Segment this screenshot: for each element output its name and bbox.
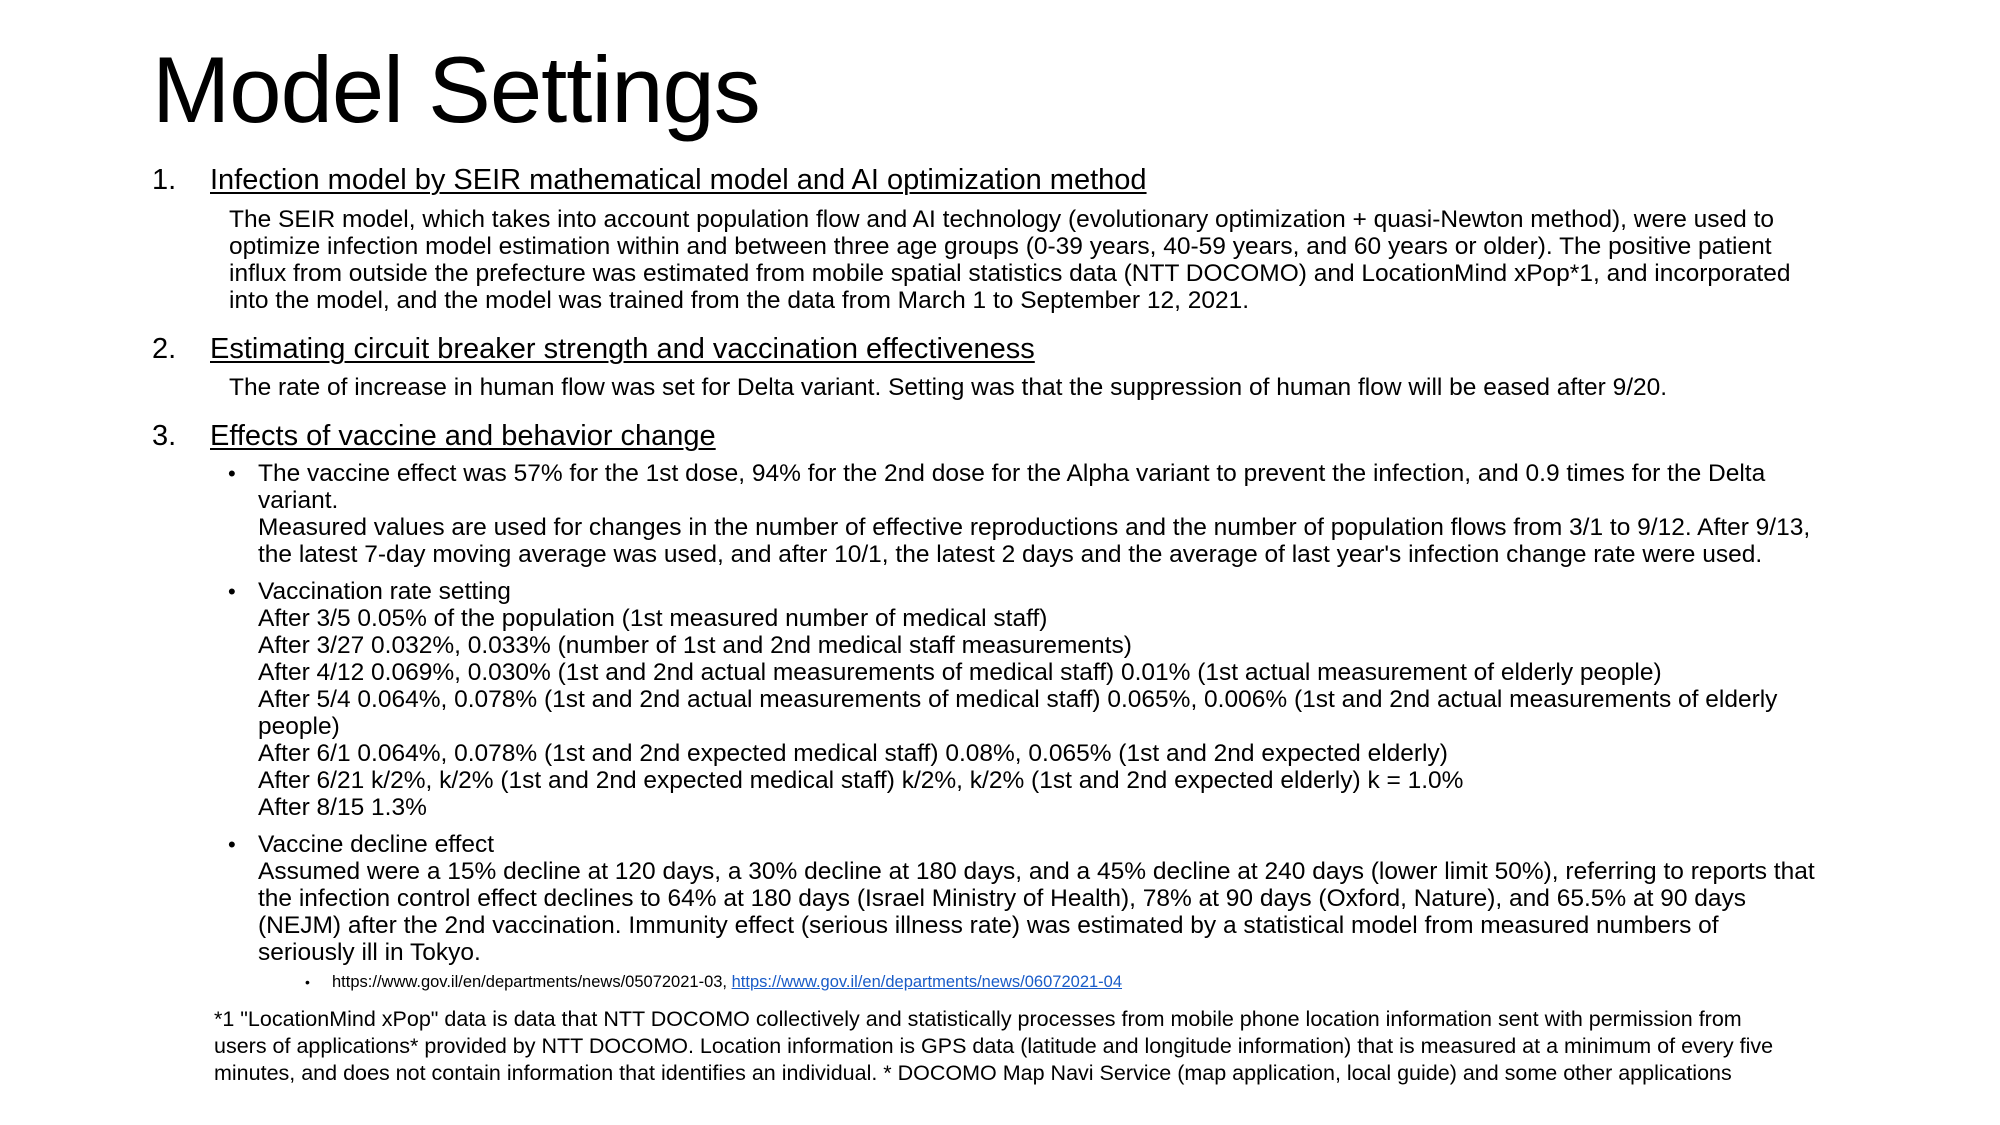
section-number: 2. bbox=[152, 333, 177, 365]
bullet-line: the latest 7-day moving average was used, and after 10/1, the latest 2 days and the average of last year's infection change rate were used. bbox=[258, 541, 1763, 568]
bullet-line: The vaccine effect was 57% for the 1st dose, 94% for the 2nd dose for the Alpha variant to prevent the infection, and 0.9 times for the Delta bbox=[258, 460, 1766, 487]
section-heading bbox=[152, 418, 1872, 454]
body-line: influx from outside the prefecture was estimated from mobile spatial statistics data (NTT DOCOMO) and LocationMind xPop*1, and incorporated bbox=[229, 260, 1791, 287]
bullet-dot-icon: • bbox=[305, 974, 310, 990]
bullet-line: After 8/15 1.3% bbox=[258, 794, 427, 821]
footnote-line: minutes, and does not contain information that identifies an individual. * DOCOMO Map Navi Service (map application, local guide) and some other applications bbox=[214, 1061, 1732, 1085]
body-line: into the model, and the model was trained from the data from March 1 to September 12, 2021. bbox=[229, 287, 1250, 314]
section-heading bbox=[152, 162, 1872, 198]
body-line: The SEIR model, which takes into account population flow and AI technology (evolutionary optimization + quasi-Newton method), were used to bbox=[229, 206, 1775, 233]
bullet-line: the infection control effect declines to 64% at 180 days (Israel Ministry of Health), 78% at 90 days (Oxford, Nature), and 65.5% at 90 days bbox=[258, 885, 1747, 912]
bullet-line: After 5/4 0.064%, 0.078% (1st and 2nd actual measurements of medical staff) 0.065%, 0.006% (1st and 2nd actual measurements of elderly bbox=[258, 686, 1778, 713]
bullet-dot-icon: • bbox=[228, 461, 236, 486]
bullet-line: Vaccine decline effect bbox=[258, 831, 495, 858]
bullet-line: Measured values are used for changes in the number of effective reproductions and the number of population flows from 3/1 to 9/12. After 9/13, bbox=[258, 514, 1811, 541]
section-heading bbox=[152, 331, 1872, 367]
bullet-vaccine-effect bbox=[152, 460, 1872, 568]
body-line: optimize infection model estimation within and between three age groups (0-39 years, 40-59 years, and 60 years or older). The positive patient bbox=[229, 233, 1772, 260]
bullet-line: After 3/27 0.032%, 0.033% (number of 1st and 2nd medical staff measurements) bbox=[258, 632, 1132, 659]
bullet-line: After 3/5 0.05% of the population (1st measured number of medical staff) bbox=[258, 605, 1048, 632]
section-body bbox=[229, 206, 1872, 314]
page-title: Model Settings bbox=[152, 37, 760, 142]
section-infection-model bbox=[152, 162, 1872, 314]
section-vaccine-effects bbox=[152, 418, 1872, 992]
reference-url-text: https://www.gov.il/en/departments/news/05072021-03, bbox=[332, 973, 732, 991]
bullet-line: seriously ill in Tokyo. bbox=[258, 939, 481, 966]
reference-link[interactable]: https://www.gov.il/en/departments/news/06072021-04 bbox=[731, 973, 1123, 991]
footnote-line: users of applications* provided by NTT DOCOMO. Location information is GPS data (latitude and longitude information) that is measured at a minimum of every five bbox=[214, 1034, 1774, 1058]
section-circuit-breaker bbox=[152, 331, 1872, 401]
bullet-line: variant. bbox=[258, 487, 339, 514]
bullet-vaccination-rate bbox=[152, 578, 1872, 821]
bullet-line: Assumed were a 15% decline at 120 days, a 30% decline at 180 days, and a 45% decline at 240 days (lower limit 50%), referring to reports that bbox=[258, 858, 1815, 885]
reference-links bbox=[152, 972, 1872, 992]
bullet-list bbox=[152, 460, 1872, 966]
section-body bbox=[229, 374, 1872, 401]
section-title: Effects of vaccine and behavior change bbox=[210, 420, 716, 452]
section-number: 1. bbox=[152, 164, 177, 196]
bullet-dot-icon: • bbox=[228, 832, 236, 857]
bullet-line: people) bbox=[258, 713, 340, 740]
footnote-line: *1 "LocationMind xPop" data is data that NTT DOCOMO collectively and statistically processes from mobile phone location information sent with permission from bbox=[214, 1007, 1742, 1031]
footnote bbox=[214, 1006, 1874, 1087]
bullet-line: After 6/21 k/2%, k/2% (1st and 2nd expected medical staff) k/2%, k/2% (1st and 2nd expected elderly) k = 1.0% bbox=[258, 767, 1464, 794]
bullet-line: Vaccination rate setting bbox=[258, 578, 511, 605]
bullet-line: (NEJM) after the 2nd vaccination. Immunity effect (serious illness rate) was estimated by a statistical model from measured numbers of bbox=[258, 912, 1719, 939]
section-number: 3. bbox=[152, 420, 177, 452]
body-line: The rate of increase in human flow was set for Delta variant. Setting was that the suppression of human flow will be eased after 9/20. bbox=[229, 374, 1668, 401]
bullet-dot-icon: • bbox=[228, 579, 236, 604]
slide-content bbox=[152, 162, 1872, 1087]
bullet-vaccine-decline bbox=[152, 831, 1872, 966]
bullet-line: After 4/12 0.069%, 0.030% (1st and 2nd actual measurements of medical staff) 0.01% (1st actual measurement of elderly people) bbox=[258, 659, 1662, 686]
section-title: Estimating circuit breaker strength and vaccination effectiveness bbox=[210, 333, 1035, 365]
section-title: Infection model by SEIR mathematical model and AI optimization method bbox=[210, 164, 1147, 196]
bullet-line: After 6/1 0.064%, 0.078% (1st and 2nd expected medical staff) 0.08%, 0.065% (1st and 2nd expected elderly) bbox=[258, 740, 1448, 767]
